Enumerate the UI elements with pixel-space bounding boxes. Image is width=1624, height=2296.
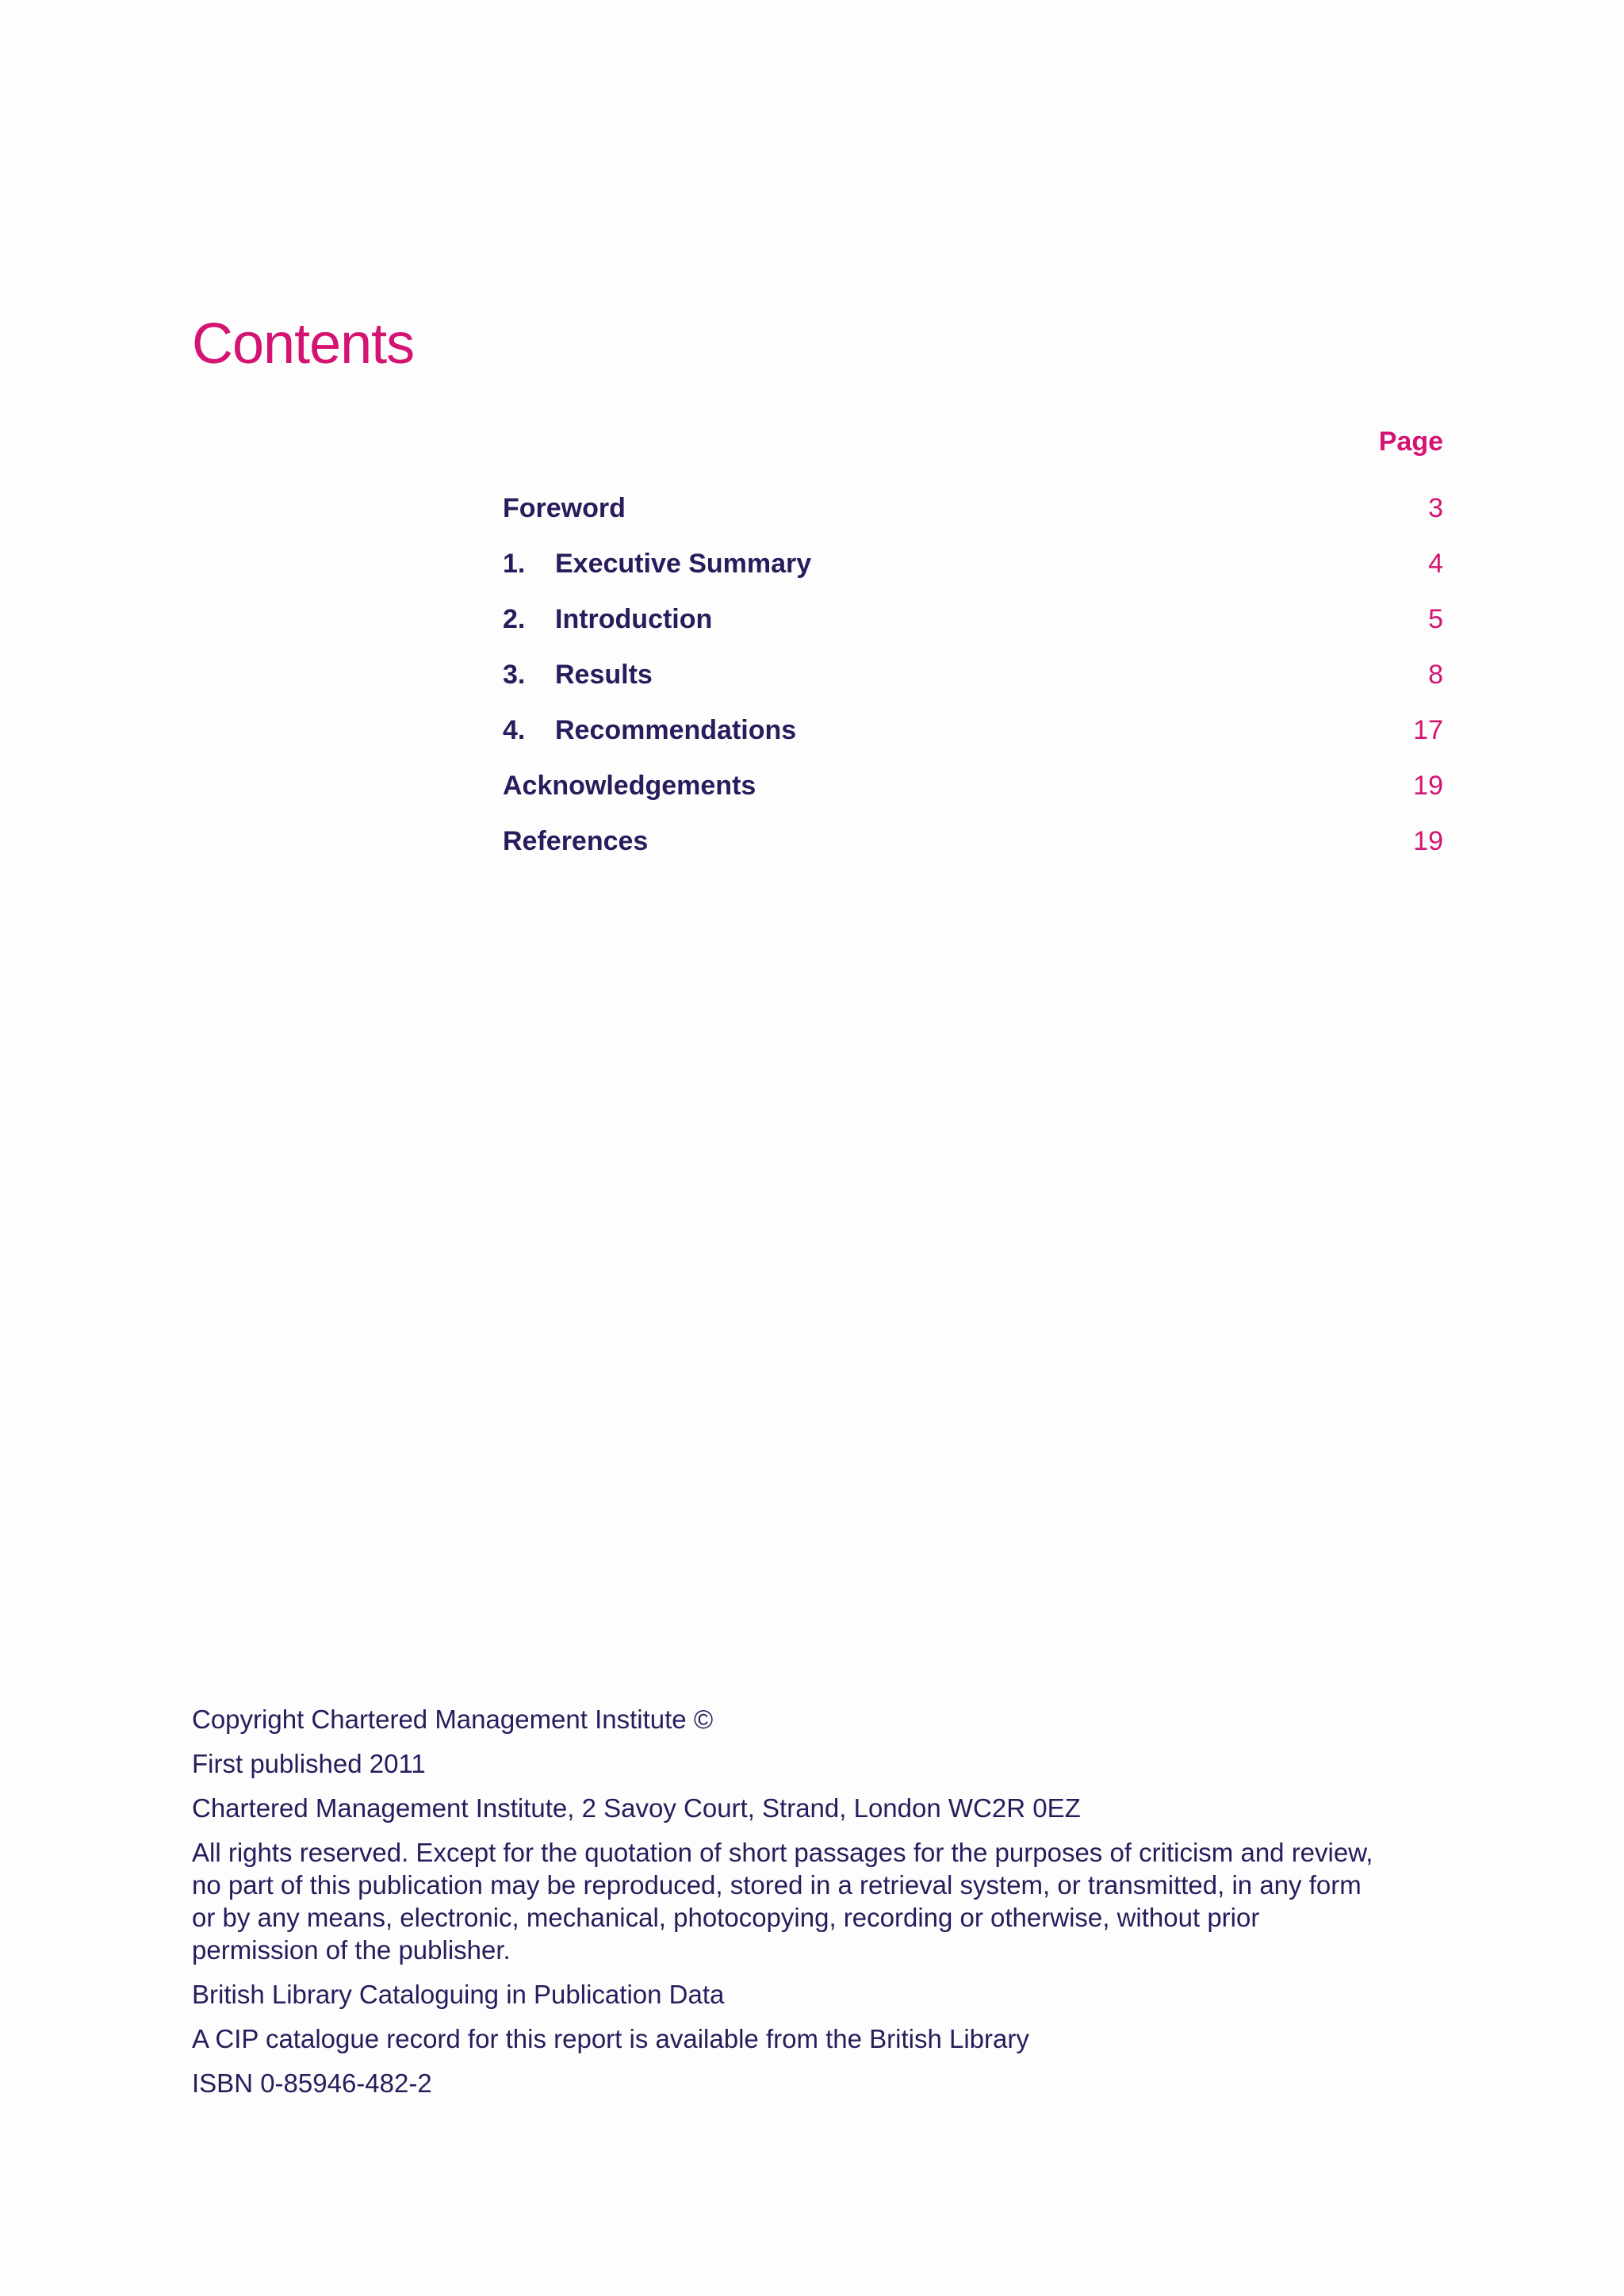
isbn: ISBN 0-85946-482-2: [192, 2068, 432, 2098]
first-published: First published 2011: [192, 1749, 426, 1778]
toc-entry-number: 1.: [503, 549, 526, 579]
toc-entry-page: 17: [1413, 715, 1443, 745]
toc-entry-number: 2.: [503, 604, 526, 634]
toc-page-column-header: Page: [1378, 427, 1443, 457]
cip-record-note: A CIP catalogue record for this report is available from the British Library: [192, 2024, 1029, 2053]
toc-entry-number: 3.: [503, 660, 526, 690]
toc-entry-page: 19: [1413, 771, 1443, 801]
toc-entry-page: 4: [1428, 549, 1443, 579]
copyright-notice: Copyright Chartered Management Institute ©: [192, 1705, 714, 1734]
toc-entry-foreword[interactable]: [503, 480, 1443, 536]
toc-entry-executive-summary[interactable]: [503, 536, 1443, 591]
toc-entry-title: Foreword: [503, 493, 626, 523]
toc-entry-page: 3: [1428, 493, 1443, 523]
toc-entry-title: Recommendations: [555, 715, 797, 745]
table-of-contents: [503, 425, 1443, 869]
toc-entry-title: Acknowledgements: [503, 771, 756, 801]
page-title: Contents: [192, 312, 415, 376]
toc-entry-page: 19: [1413, 826, 1443, 856]
publisher-address: Chartered Management Institute, 2 Savoy Court, Strand, London WC2R 0EZ: [192, 1793, 1081, 1823]
toc-entry-title: References: [503, 826, 649, 856]
colophon: [192, 1703, 1381, 2111]
toc-entry-results[interactable]: [503, 647, 1443, 702]
toc-entry-title: Results: [555, 660, 653, 690]
rights-statement: All rights reserved. Except for the quotation of short passages for the purposes of criticism and review, no part of this publication may be reproduced, stored in a retrieval system, or transmitted, in any form or by any means, electronic, mechanical, photocopying, recording or otherwise, without prior permission of the publisher.: [192, 1838, 1373, 1965]
cataloguing-heading: British Library Cataloguing in Publication Data: [192, 1980, 725, 2009]
toc-entry-page: 5: [1428, 604, 1443, 634]
toc-entry-title: Introduction: [555, 604, 713, 634]
toc-entry-references[interactable]: [503, 813, 1443, 869]
toc-entry-number: 4.: [503, 715, 526, 745]
toc-entry-recommendations[interactable]: [503, 702, 1443, 758]
toc-entry-title: Executive Summary: [555, 549, 812, 579]
toc-entry-introduction[interactable]: [503, 591, 1443, 647]
toc-entry-acknowledgements[interactable]: [503, 758, 1443, 813]
toc-entry-page: 8: [1428, 660, 1443, 690]
